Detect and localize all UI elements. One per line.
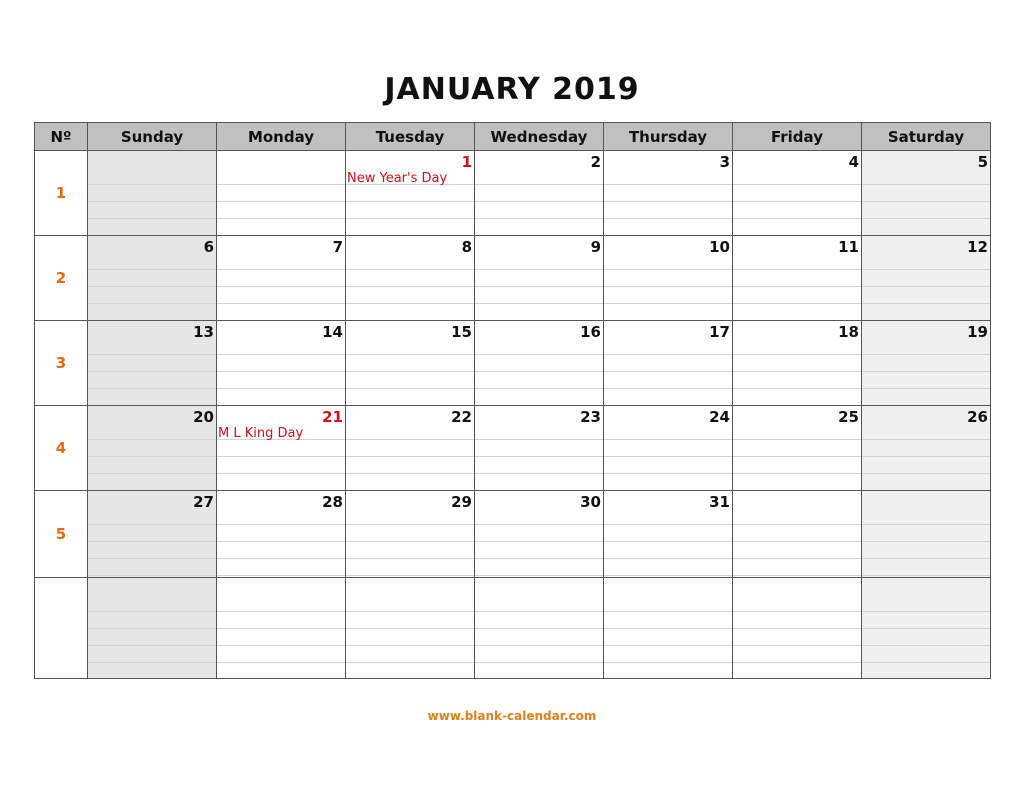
day-cell-wednesday[interactable] [475, 236, 604, 320]
week-row [35, 406, 990, 491]
day-number: 20 [193, 408, 214, 426]
calendar-title: JANUARY 2019 [384, 72, 640, 107]
day-number: 23 [580, 408, 601, 426]
day-cell-sunday[interactable] [88, 578, 217, 678]
day-cell-monday[interactable] [217, 578, 346, 678]
day-cell-wednesday[interactable] [475, 491, 604, 577]
day-number: 31 [709, 493, 730, 511]
header-wednesday: Wednesday [475, 123, 604, 150]
calendar-header-row [35, 123, 990, 151]
day-number: 11 [838, 238, 859, 256]
header-monday: Monday [217, 123, 346, 150]
day-number: 13 [193, 323, 214, 341]
day-cell-friday[interactable] [733, 151, 862, 235]
header-friday: Friday [733, 123, 862, 150]
week-row [35, 236, 990, 321]
day-cell-tuesday[interactable] [346, 491, 475, 577]
week-row [35, 151, 990, 236]
day-number: 14 [322, 323, 343, 341]
day-number: 27 [193, 493, 214, 511]
week-row [35, 321, 990, 406]
day-cell-friday[interactable] [733, 578, 862, 678]
day-cell-tuesday[interactable] [346, 236, 475, 320]
week-number-cell [35, 491, 88, 577]
holiday-label: New Year's Day [347, 171, 448, 186]
day-number: 2 [590, 153, 601, 171]
day-number: 10 [709, 238, 730, 256]
day-cell-tuesday[interactable] [346, 578, 475, 678]
day-number: 18 [838, 323, 859, 341]
header-thursday: Thursday [604, 123, 733, 150]
day-cell-saturday[interactable] [862, 236, 990, 320]
day-cell-tuesday[interactable] [346, 321, 475, 405]
day-number: 26 [967, 408, 988, 426]
day-number: 15 [451, 323, 472, 341]
day-cell-wednesday[interactable] [475, 151, 604, 235]
week-number-cell [35, 406, 88, 490]
day-cell-monday[interactable] [217, 491, 346, 577]
day-cell-sunday[interactable] [88, 406, 217, 490]
day-number: 30 [580, 493, 601, 511]
day-cell-thursday[interactable] [604, 236, 733, 320]
day-cell-sunday[interactable] [88, 491, 217, 577]
day-cell-saturday[interactable] [862, 406, 990, 490]
week-number: 2 [55, 268, 67, 287]
day-number: 7 [332, 238, 343, 256]
day-number: 6 [203, 238, 214, 256]
day-cell-friday[interactable] [733, 406, 862, 490]
header-saturday: Saturday [887, 128, 965, 146]
week-row [35, 578, 990, 678]
day-number: 3 [719, 153, 730, 171]
header-sunday: Sunday [88, 123, 217, 150]
day-number: 19 [967, 323, 988, 341]
week-number-cell [35, 151, 88, 235]
week-number: 1 [55, 183, 67, 202]
day-cell-sunday[interactable] [88, 151, 217, 235]
day-number: 22 [451, 408, 472, 426]
day-cell-sunday[interactable] [88, 236, 217, 320]
week-number: 3 [55, 353, 67, 372]
day-cell-tuesday[interactable] [346, 151, 475, 235]
day-cell-wednesday[interactable] [475, 406, 604, 490]
day-number: 1 [461, 153, 472, 171]
day-cell-thursday[interactable] [604, 151, 733, 235]
footer-website: www.blank-calendar.com [427, 709, 597, 723]
day-cell-saturday[interactable] [862, 578, 990, 678]
day-cell-wednesday[interactable] [475, 321, 604, 405]
day-cell-monday[interactable] [217, 151, 346, 235]
day-cell-monday[interactable] [217, 236, 346, 320]
day-cell-monday[interactable] [217, 406, 346, 490]
day-number: 4 [848, 153, 859, 171]
week-number-header: Nº [35, 123, 88, 150]
day-cell-wednesday[interactable] [475, 578, 604, 678]
header-tuesday: Tuesday [346, 123, 475, 150]
day-number: 17 [709, 323, 730, 341]
week-number-cell [35, 321, 88, 405]
day-cell-tuesday[interactable] [346, 406, 475, 490]
holiday-label: M L King Day [218, 426, 304, 441]
day-number: 8 [461, 238, 472, 256]
day-number: 29 [451, 493, 472, 511]
week-number-cell [35, 578, 88, 678]
day-cell-saturday[interactable] [862, 491, 990, 577]
day-number: 25 [838, 408, 859, 426]
week-number: 5 [55, 524, 67, 543]
week-number: 4 [55, 438, 67, 457]
day-number: 5 [977, 153, 988, 171]
day-cell-friday[interactable] [733, 321, 862, 405]
week-number-cell [35, 236, 88, 320]
day-number: 24 [709, 408, 730, 426]
week-row [35, 491, 990, 578]
day-number: 28 [322, 493, 343, 511]
day-cell-sunday[interactable] [88, 321, 217, 405]
day-number: 12 [967, 238, 988, 256]
day-number: 16 [580, 323, 601, 341]
day-cell-thursday[interactable] [604, 491, 733, 577]
day-cell-saturday[interactable] [862, 151, 990, 235]
day-cell-saturday[interactable] [862, 321, 990, 405]
day-number: 21 [322, 408, 343, 426]
day-cell-friday[interactable] [733, 236, 862, 320]
calendar-grid [34, 122, 991, 679]
day-number: 9 [590, 238, 601, 256]
day-cell-friday[interactable] [733, 491, 862, 577]
day-cell-thursday[interactable] [604, 406, 733, 490]
day-cell-thursday[interactable] [604, 321, 733, 405]
day-cell-thursday[interactable] [604, 578, 733, 678]
day-cell-monday[interactable] [217, 321, 346, 405]
